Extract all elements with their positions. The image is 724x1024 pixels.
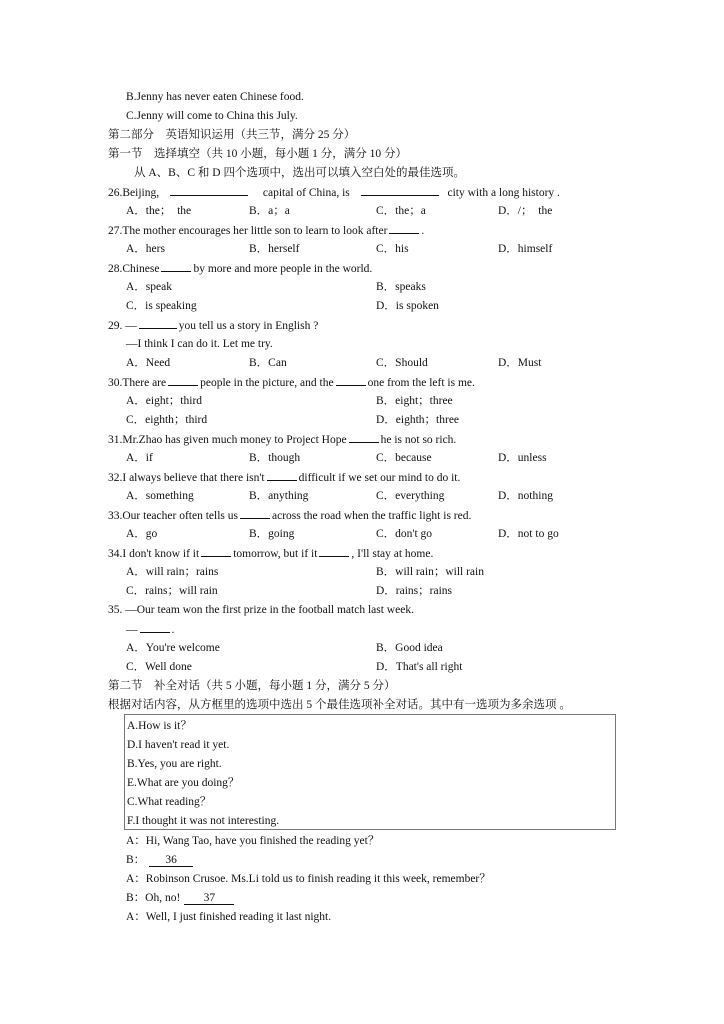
box-option-c: C.What reading？ (127, 796, 212, 808)
dialog-line-3: A：Robinson Crusoe. Ms.Li told us to finish reading it this week, remember？ (126, 873, 491, 885)
q35-option-a: A．You're welcome (126, 642, 220, 654)
q31-text-2: he is not so rich. (380, 434, 457, 446)
q28-stem (108, 261, 372, 276)
q32-option-a: A．something (126, 490, 194, 502)
q34-option-c: C．rains；will rain (126, 585, 218, 597)
q34-text-2: tomorrow, but if it (233, 548, 318, 560)
dialog-speaker-b: B： (126, 854, 146, 866)
q34-option-a: A．will rain；rains (126, 566, 219, 578)
q35-option-d: D．That's all right (376, 661, 463, 673)
q33-blank (240, 508, 270, 519)
q28-option-b: B．speaks (376, 281, 426, 293)
q29-option-d: D．Must (498, 357, 542, 369)
q27-stem (108, 223, 424, 238)
q34-option-d: D．rains；rains (376, 585, 453, 597)
q27-option-c: C．his (376, 243, 409, 255)
q29-option-a: A．Need (126, 357, 171, 369)
box-option-e: E.What are you doing？ (127, 777, 240, 789)
q28-text-2: by more and more people in the world. (193, 263, 373, 275)
q35-reply-dash: — (126, 624, 138, 636)
q34-stem (108, 546, 433, 561)
q30-blank-2 (336, 375, 366, 386)
q34-text-3: , I'll stay at home. (351, 548, 434, 560)
q31-option-c: C．because (376, 452, 432, 464)
q32-text-2: difficult if we set our mind to do it. (298, 472, 461, 484)
q30-blank-1 (168, 375, 198, 386)
q26-option-c: C．the；a (376, 205, 426, 217)
q30-option-d: D．eighth；three (376, 414, 460, 426)
q27-option-d: D．himself (498, 243, 553, 255)
q30-text-2: people in the picture, and the (200, 377, 334, 389)
q30-option-c: C．eighth；third (126, 414, 208, 426)
q30-option-a: A．eight；third (126, 395, 203, 407)
q28-blank (161, 261, 191, 272)
box-option-a: A.How is it？ (127, 720, 192, 732)
q26-text-2: capital of China, is (262, 187, 350, 199)
q35-option-c: C．Well done (126, 661, 192, 673)
q35-blank (140, 622, 170, 633)
q26-stem (108, 185, 560, 200)
q33-option-b: B．going (249, 528, 295, 540)
q29-option-b: B．Can (249, 357, 287, 369)
blank-37: 37 (184, 892, 234, 905)
q29-option-c: C．Should (376, 357, 428, 369)
q26-option-d: D．/； the (498, 205, 553, 217)
options-box (124, 714, 616, 830)
q32-option-c: C．everything (376, 490, 445, 502)
section1-title: 第一节 选择填空（共 10 小题，每小题 1 分，满分 10 分） (108, 148, 407, 160)
q29-text-2: you tell us a story in English ? (178, 320, 319, 332)
q28-option-a: A．speak (126, 281, 172, 293)
q33-text-1: 33.Our teacher often tells us (108, 510, 238, 522)
section1-instructions: 从 A、B、C 和 D 四个选项中，选出可以填入空白处的最佳选项。 (134, 167, 465, 179)
q35-reply-end: . (171, 624, 175, 636)
q31-option-a: A．if (126, 452, 153, 464)
q33-text-2: across the road when the traffic light is red. (271, 510, 472, 522)
q32-option-d: D．nothing (498, 490, 553, 502)
q31-option-d: D．unless (498, 452, 547, 464)
dialog-line-4 (126, 891, 234, 905)
q26-option-a: A．the； the (126, 205, 192, 217)
q29-blank (139, 318, 177, 329)
box-option-b: B.Yes, you are right. (127, 758, 222, 770)
section2-instructions: 根据对话内容，从方框里的选项中选出 5 个最佳选项补全对话。其中有一选项为多余选项 。 (108, 699, 571, 711)
dialog-line-1: A：Hi, Wang Tao, have you finished the reading yet？ (126, 835, 380, 847)
q26-option-b: B．a；a (249, 205, 290, 217)
q26-text-1: 26.Beijing, (108, 187, 160, 199)
q29-reply: —I think I can do it. Let me try. (126, 338, 273, 350)
box-option-f: F.I thought it was not interesting. (127, 815, 280, 827)
q26-text-3: city with a long history . (447, 187, 560, 199)
q33-option-c: C．don't go (376, 528, 433, 540)
intro-option-b: B.Jenny has never eaten Chinese food. (126, 91, 304, 103)
q27-text-2: . (421, 225, 425, 237)
q31-text-1: 31.Mr.Zhao has given much money to Project Hope (108, 434, 347, 446)
q35-stem: 35. —Our team won the first prize in the football match last week. (108, 604, 414, 616)
q27-option-a: A．hers (126, 243, 165, 255)
q31-option-b: B．though (249, 452, 301, 464)
q30-option-b: B．eight；three (376, 395, 453, 407)
q32-option-b: B．anything (249, 490, 309, 502)
q28-option-d: D．is spoken (376, 300, 439, 312)
q26-blank-2 (361, 185, 439, 196)
q30-stem (108, 375, 475, 390)
q33-option-d: D．not to go (498, 528, 559, 540)
part2-heading: 第二部分 英语知识运用（共三节，满分 25 分） (108, 129, 356, 141)
section2-title: 第二节 补全对话（共 5 小题，每小题 1 分，满分 5 分） (108, 680, 396, 692)
q35-option-b: B．Good idea (376, 642, 443, 654)
q33-stem (108, 508, 471, 523)
q34-blank-2 (319, 546, 349, 557)
dialog-line-2 (126, 853, 193, 867)
dialog-line-5: A：Well, I just finished reading it last night. (126, 911, 332, 923)
q29-text-1: 29. — (108, 320, 137, 332)
q28-option-c: C．is speaking (126, 300, 197, 312)
q32-stem (108, 470, 460, 485)
q28-text-1: 28.Chinese (108, 263, 160, 275)
q30-text-3: one from the left is me. (367, 377, 475, 389)
q27-blank (389, 223, 419, 234)
q30-text-1: 30.There are (108, 377, 167, 389)
q33-option-a: A．go (126, 528, 158, 540)
q34-blank-1 (201, 546, 231, 557)
q27-text-1: 27.The mother encourages her little son to learn to look after (108, 225, 388, 237)
q31-blank (349, 432, 379, 443)
q27-option-b: B．herself (249, 243, 300, 255)
q31-stem (108, 432, 456, 447)
box-option-d: D.I haven't read it yet. (127, 739, 230, 751)
intro-option-c: C.Jenny will come to China this July. (126, 110, 298, 122)
dialog-line-4-text: B：Oh, no! (126, 892, 181, 904)
blank-36: 36 (149, 854, 193, 867)
q32-text-1: 32.I always believe that there isn't (108, 472, 265, 484)
q32-blank (267, 470, 297, 481)
q26-blank-1 (170, 185, 248, 196)
q29-stem (108, 318, 318, 333)
q35-reply (126, 622, 174, 637)
q34-text-1: 34.I don't know if it (108, 548, 200, 560)
q34-option-b: B．will rain；will rain (376, 566, 484, 578)
